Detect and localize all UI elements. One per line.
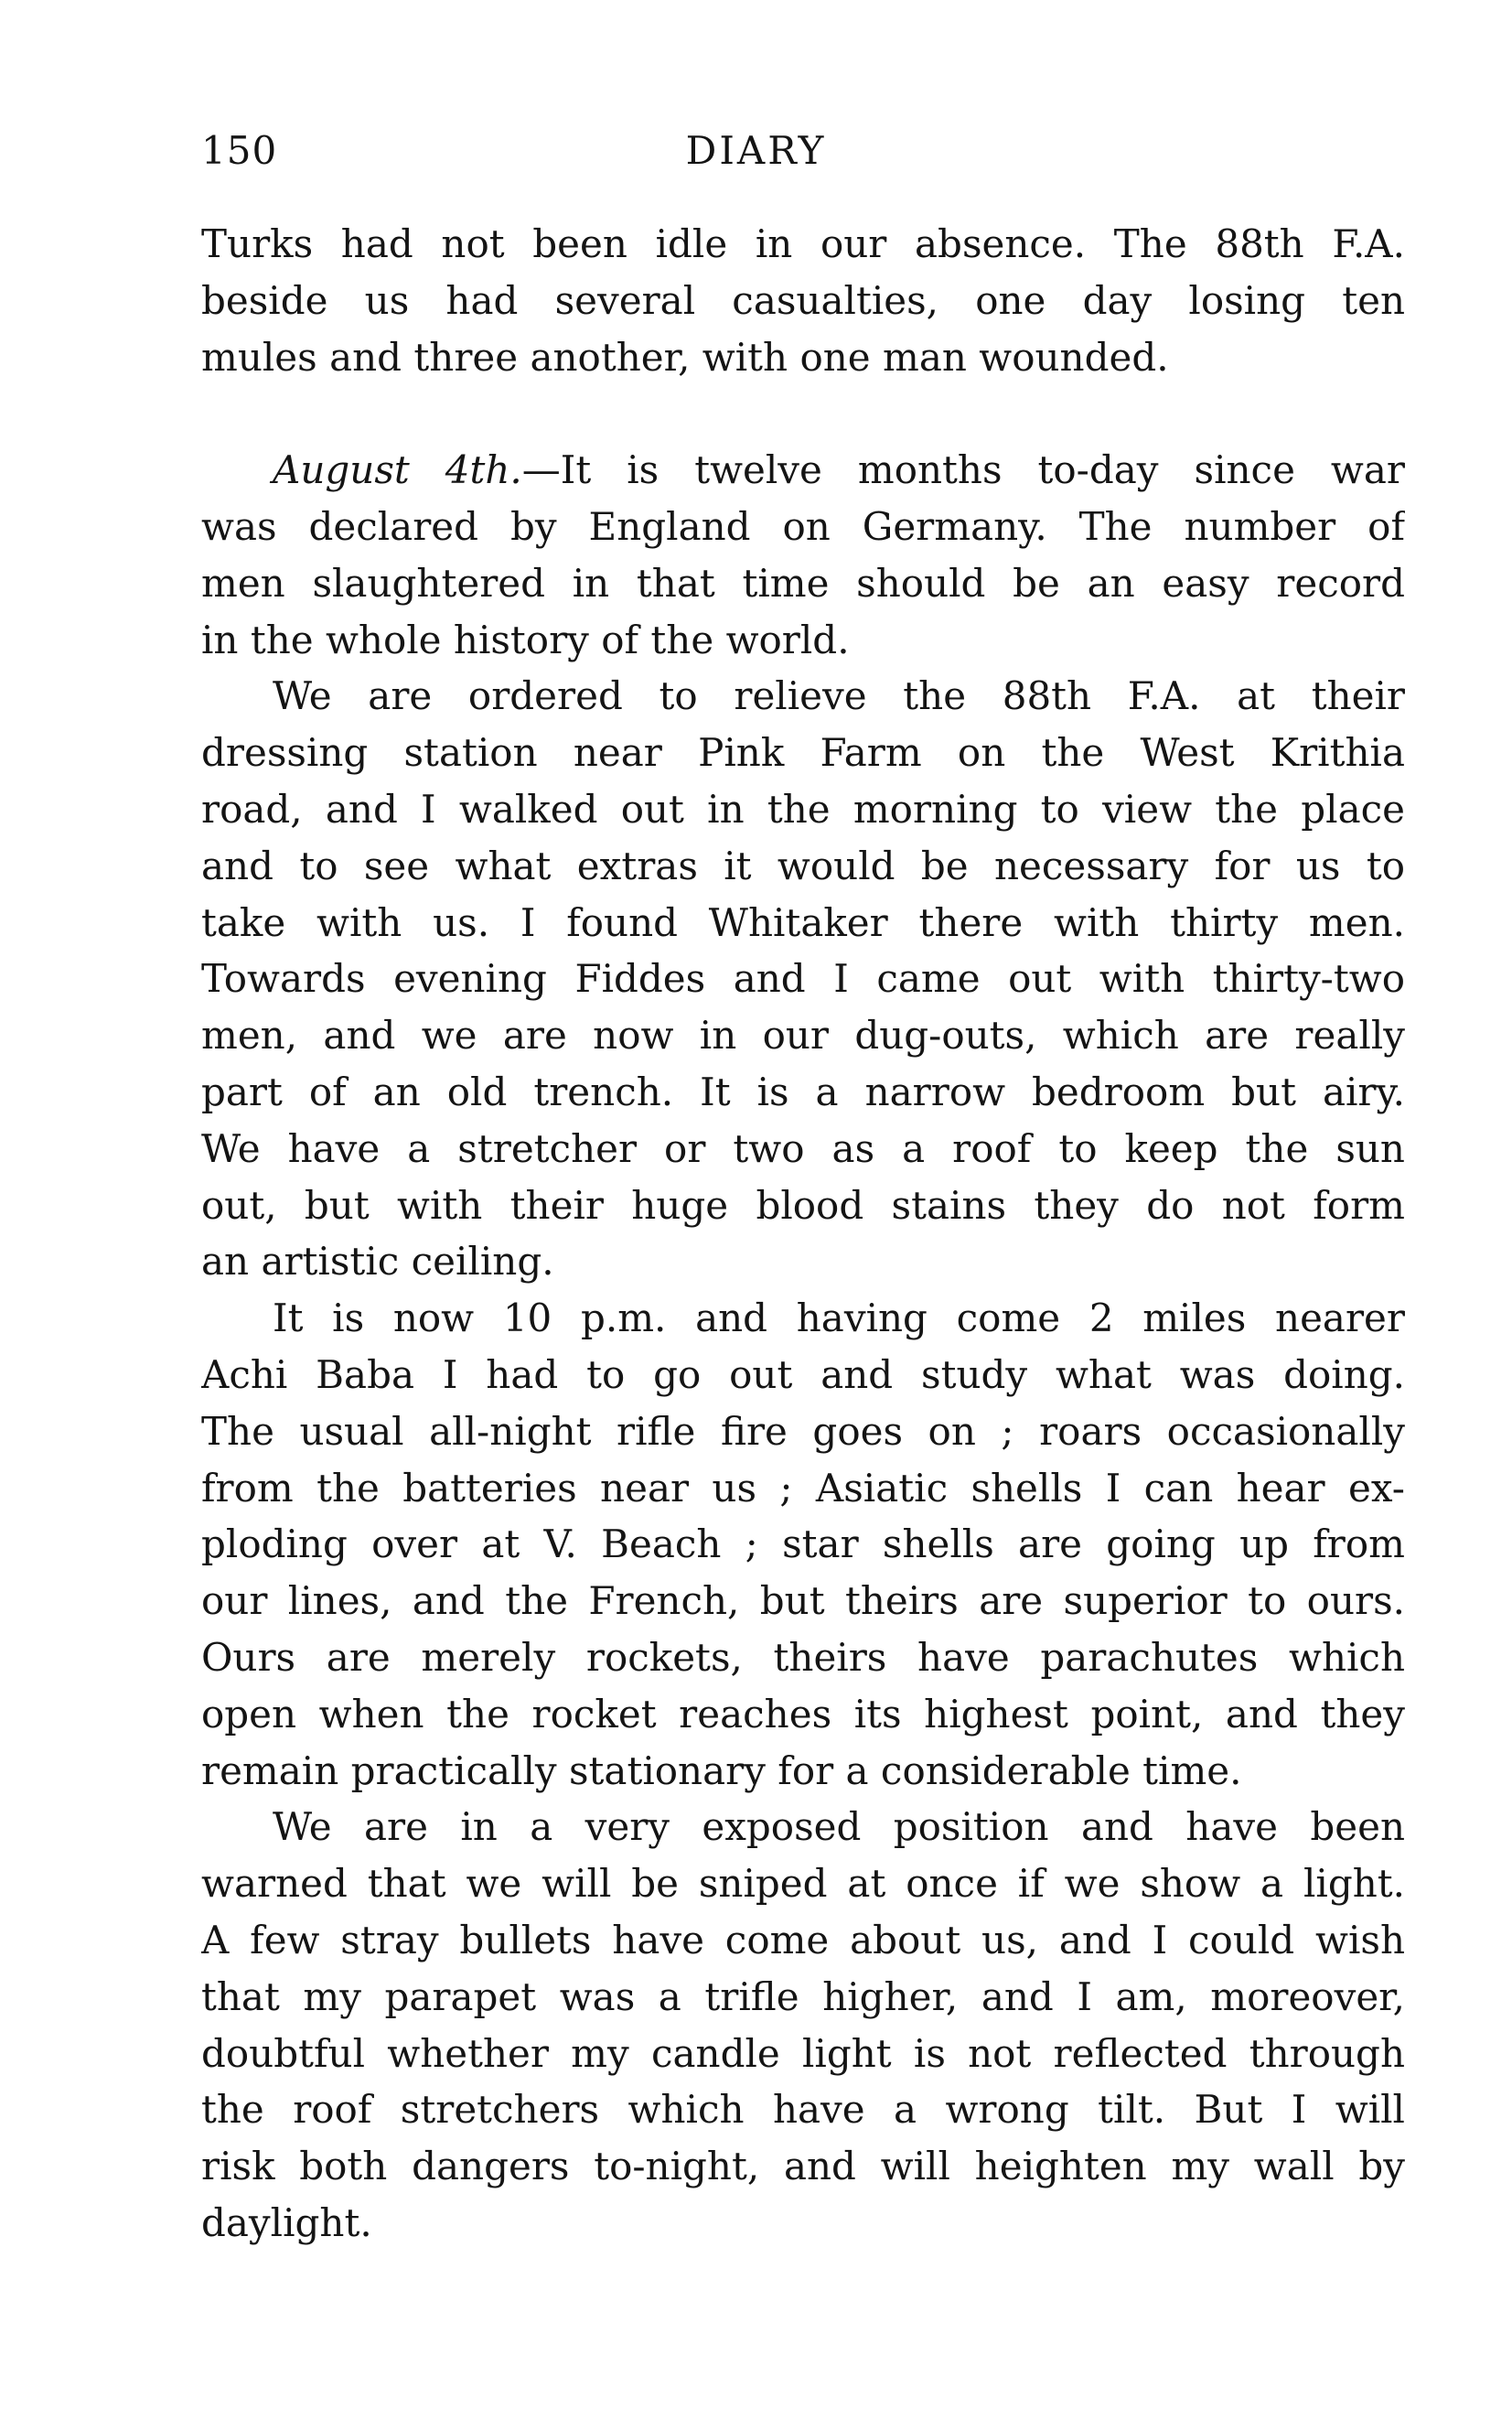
entry-date: August 4th. [273, 447, 522, 493]
text-line [201, 1629, 1405, 1686]
text-line [201, 1743, 1405, 1800]
line-text: dressing station near Pink Farm on the West Krithia [201, 730, 1405, 776]
line-text: The usual all-night rifle fire goes on ; roars occasionally [201, 1408, 1405, 1454]
line-text: out, but with their huge blood stains they do not form [201, 1182, 1405, 1228]
line-text: men slaughtered in that time should be an easy record [201, 560, 1405, 606]
paragraph-gap [201, 385, 1405, 442]
text-line [201, 1969, 1405, 2026]
paragraph [201, 216, 1405, 385]
text-line [201, 1686, 1405, 1743]
line-text: A few stray bullets have come about us, and I could wish [201, 1917, 1405, 1962]
line-text: Turks had not been idle in our absence. The 88th F.A. [201, 221, 1405, 266]
text-line [201, 216, 1405, 273]
text-line [201, 725, 1405, 781]
text-line [201, 1347, 1405, 1403]
text-line [201, 612, 1405, 669]
line-text: was declared by England on Germany. The number of [201, 503, 1405, 549]
line-text: It is now 10 p.m. and having come 2 miles nearer [273, 1296, 1405, 1341]
line-text: We have a stretcher or two as a roof to keep the sun [201, 1125, 1405, 1171]
text-line [201, 781, 1405, 838]
text-line [201, 2195, 1405, 2252]
line-text: We are in a very exposed position and have been [273, 1804, 1405, 1850]
line-text: the roof stretchers which have a wrong tilt. But I will [201, 2087, 1405, 2133]
text-line [201, 1516, 1405, 1573]
line-text: from the batteries near us ; Asiatic shells I can hear ex- [201, 1465, 1405, 1511]
page-body-text [201, 216, 1405, 2252]
line-text: open when the rocket reaches its highest point, and they [201, 1691, 1405, 1736]
line-text: beside us had several casualties, one day losing ten [201, 277, 1405, 323]
line-text: risk both dangers to-night, and will heighten my wall by [201, 2144, 1405, 2189]
line-text: in the whole history of the world. [201, 617, 850, 662]
paragraph [201, 1799, 1405, 2251]
text-line [201, 838, 1405, 895]
text-line [201, 1912, 1405, 1969]
line-text: ploding over at V. Beach ; star shells are going up from [201, 1521, 1405, 1567]
text-line [201, 499, 1405, 555]
text-line [201, 555, 1405, 612]
text-line [201, 1403, 1405, 1460]
text-line [201, 1007, 1405, 1064]
line-text: Ours are merely rockets, theirs have parachutes which [201, 1634, 1405, 1680]
paragraph [201, 1290, 1405, 1799]
line-text: Achi Baba I had to go out and study what was doing. [201, 1351, 1405, 1397]
text-line [201, 2081, 1405, 2138]
text-line [201, 1121, 1405, 1177]
line-text: We are ordered to relieve the 88th F.A. at their [273, 673, 1405, 719]
text-line [201, 1460, 1405, 1517]
text-line [201, 1233, 1405, 1290]
text-line [201, 668, 1405, 725]
text-line [201, 1799, 1405, 1855]
line-text: daylight. [201, 2199, 372, 2245]
text-line [201, 2026, 1405, 2082]
text-line [201, 1573, 1405, 1629]
text-line [201, 951, 1405, 1007]
text-line [201, 1855, 1405, 1912]
line-text: warned that we will be sniped at once if we show a light. [201, 1861, 1405, 1907]
line-text: remain practically stationary for a considerable time. [201, 1747, 1242, 1793]
line-text: doubtful whether my candle light is not reflected through [201, 2030, 1405, 2076]
line-text: our lines, and the French, but theirs are superior to ours. [201, 1578, 1405, 1624]
text-line [201, 895, 1405, 952]
page-number: 150 [201, 128, 278, 173]
line-text: part of an old trench. It is a narrow bedroom but airy. [201, 1069, 1405, 1114]
text-line [201, 442, 1405, 499]
text-line [201, 329, 1405, 386]
line-text: —It is twelve months to-day since war [521, 447, 1405, 493]
paragraph [201, 668, 1405, 1290]
line-text: mules and three another, with one man wounded. [201, 334, 1169, 380]
text-line [201, 1290, 1405, 1347]
line-text: an artistic ceiling. [201, 1239, 554, 1285]
line-text: road, and I walked out in the morning to view the place [201, 786, 1405, 832]
text-line [201, 1064, 1405, 1121]
line-text: that my parapet was a trifle higher, and I am, moreover, [201, 1973, 1405, 2019]
line-text: Towards evening Fiddes and I came out with thirty-two [201, 956, 1405, 1002]
text-line [201, 1177, 1405, 1234]
running-head: DIARY [685, 128, 827, 173]
paragraph [201, 442, 1405, 668]
line-text: men, and we are now in our dug-outs, which are really [201, 1013, 1405, 1059]
line-text: take with us. I found Whitaker there with thirty men. [201, 899, 1405, 945]
line-text: and to see what extras it would be necessary for us to [201, 843, 1405, 888]
text-line [201, 2138, 1405, 2195]
text-line [201, 273, 1405, 329]
